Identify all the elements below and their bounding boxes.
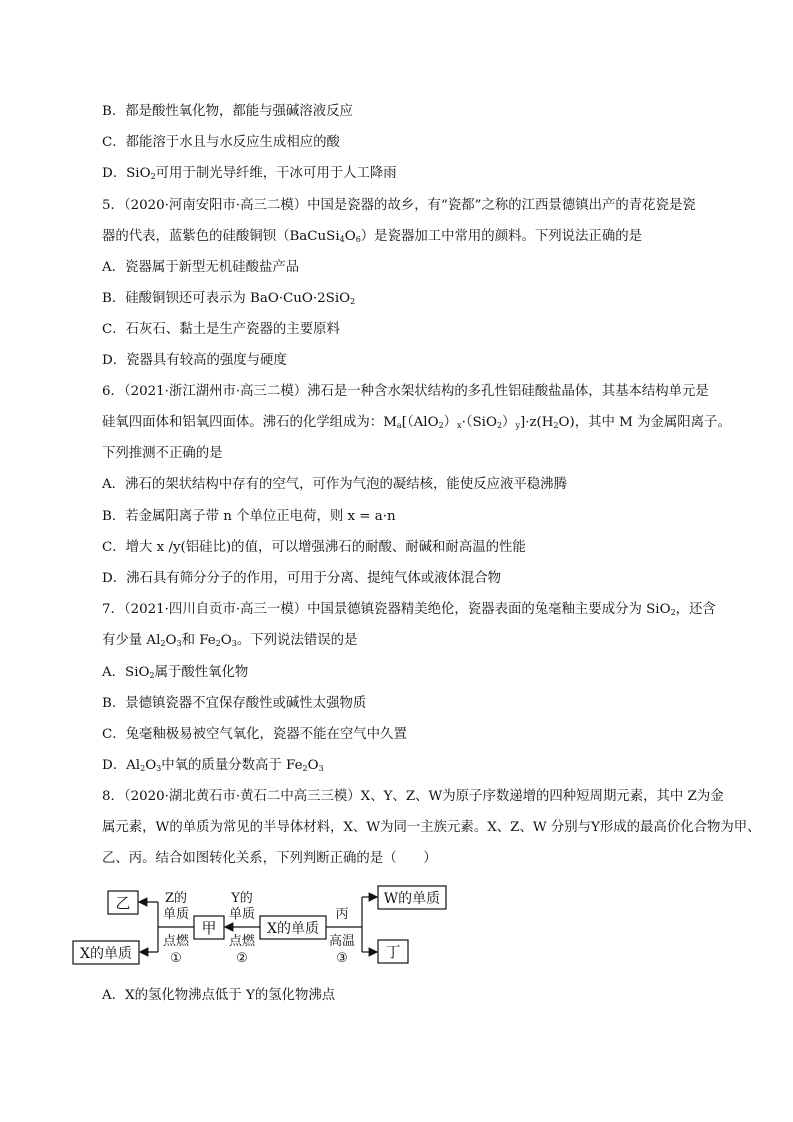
arrow1-number: ① — [170, 951, 182, 966]
q8-option-a: A．X的氢化物沸点低于 Y的氢化物沸点 — [102, 988, 336, 1003]
q5-option-d: D．瓷器具有较高的强度与硬度 — [102, 353, 287, 368]
q4-option-c: C．都能溶于水且与水反应生成相应的酸 — [102, 135, 340, 150]
arrow2-label-y-line1: Y的 — [231, 891, 253, 906]
arrow2-label-ignite: 点燃 — [228, 934, 256, 949]
arrow3-number: ③ — [336, 951, 348, 966]
q8-stem-line2: 属元素，W的单质为常见的半导体材料，X、W为同一主族元素。X、Z、W 分别与Y形成的最高价化合物为甲、 — [102, 820, 761, 835]
q6-stem-line1: 6．（2021·浙江湖州市·高三二模）沸石是一种含水架状结构的多孔性铝硅酸盐晶体，其基本结构单元是 — [102, 384, 709, 399]
q5-option-b: B．硅酸铜钡还可表示为 BaO·CuO·2SiO$_2$ — [102, 291, 356, 306]
box-jia-label: 甲 — [201, 919, 217, 937]
arrow2-number: ② — [236, 951, 248, 966]
q5-stem-line1: 5．（2020·河南安阳市·高三二模）中国是瓷器的故乡，有“瓷都”之称的江西景德镇出产的青花瓷是瓷 — [102, 198, 696, 213]
q7-option-b: B．景德镇瓷器不宜保存酸性或碱性太强物质 — [102, 696, 367, 711]
q7-option-a: A．SiO$_2$属于酸性氧化物 — [102, 665, 249, 680]
q4-option-b: B．都是酸性氧化物，都能与强碱溶液反应 — [102, 104, 353, 119]
q6-option-c: C．增大 x /y(铝硅比)的值，可以增强沸石的耐酸、耐碱和耐高温的性能 — [102, 540, 526, 555]
q7-option-d: D．$Al_2O_3$中氧的质量分数高于 $Fe_2O_3$ — [102, 758, 324, 773]
q7-stem-line1: 7．（2021·四川自贡市·高三一模）中国景德镇瓷器精美绝伦，瓷器表面的兔毫釉主要成分为 SiO$_2$，还含 — [102, 602, 716, 617]
q5-option-a: A．瓷器属于新型无机硅酸盐产品 — [102, 260, 300, 275]
arrow1-label-ignite: 点燃 — [162, 934, 190, 949]
q7-stem-line2: 有少量 $Al_2O_3$和 $Fe_2O_3$。下列说法错误的是 — [102, 633, 358, 648]
q6-option-a: A．沸石的架状结构中存有的空气，可作为气泡的凝结核，能使反应液平稳沸腾 — [102, 477, 567, 492]
q6-stem-line3: 下列推测不正确的是 — [102, 446, 223, 461]
box-x-element-middle-label: X的单质 — [267, 921, 319, 937]
q8-stem-line3: 乙、丙。结合如图转化关系，下列判断正确的是（ ） — [102, 851, 437, 866]
box-yi-label: 乙 — [115, 894, 131, 912]
box-x-element-left-label: X的单质 — [80, 946, 132, 962]
box-w-element-label: W的单质 — [383, 891, 441, 907]
arrow3-label-bing: 丙 — [335, 907, 349, 922]
arrow3-label-high-temp: 高温 — [328, 934, 356, 949]
box-ding-label: 丁 — [385, 943, 401, 961]
q6-option-b: B．若金属阳离子带 n 个单位正电荷，则 x = a·n — [102, 509, 396, 524]
transformation-diagram — [70, 880, 450, 970]
q7-option-c: C．兔毫釉极易被空气氧化，瓷器不能在空气中久置 — [102, 727, 407, 742]
q5-stem-line2: 器的代表，蓝紫色的硅酸铜钡$(BaCuSi_4O_6)$是瓷器加工中常用的颜料。下列说法正确的是 — [102, 229, 642, 244]
q8-stem-line1: 8．（2020·湖北黄石市·黄石二中高三三模）X、Y、Z、W为原子序数递增的四种短周期元素，其中 Z为金 — [102, 789, 724, 804]
arrow2-label-y-line2: 单质 — [228, 907, 256, 922]
q6-stem-line2: 硅氧四面体和铝氧四面体。沸石的化学组成为：$M_a[(AlO_2)_x\cdot(SiO_2)_y]\cdot z(H_2O)$，其中 M 为金属阳离子。 — [102, 415, 731, 430]
q5-option-c: C．石灰石、黏土是生产瓷器的主要原料 — [102, 322, 340, 337]
arrow1-label-z-line1: Z的 — [164, 891, 188, 906]
arrow1-label-z-line2: 单质 — [162, 907, 190, 922]
q4-option-d: D．SiO$_2$可用于制光导纤维，干冰可用于人工降雨 — [102, 166, 397, 181]
q6-option-d: D．沸石具有筛分分子的作用，可用于分离、提纯气体或液体混合物 — [102, 571, 502, 586]
